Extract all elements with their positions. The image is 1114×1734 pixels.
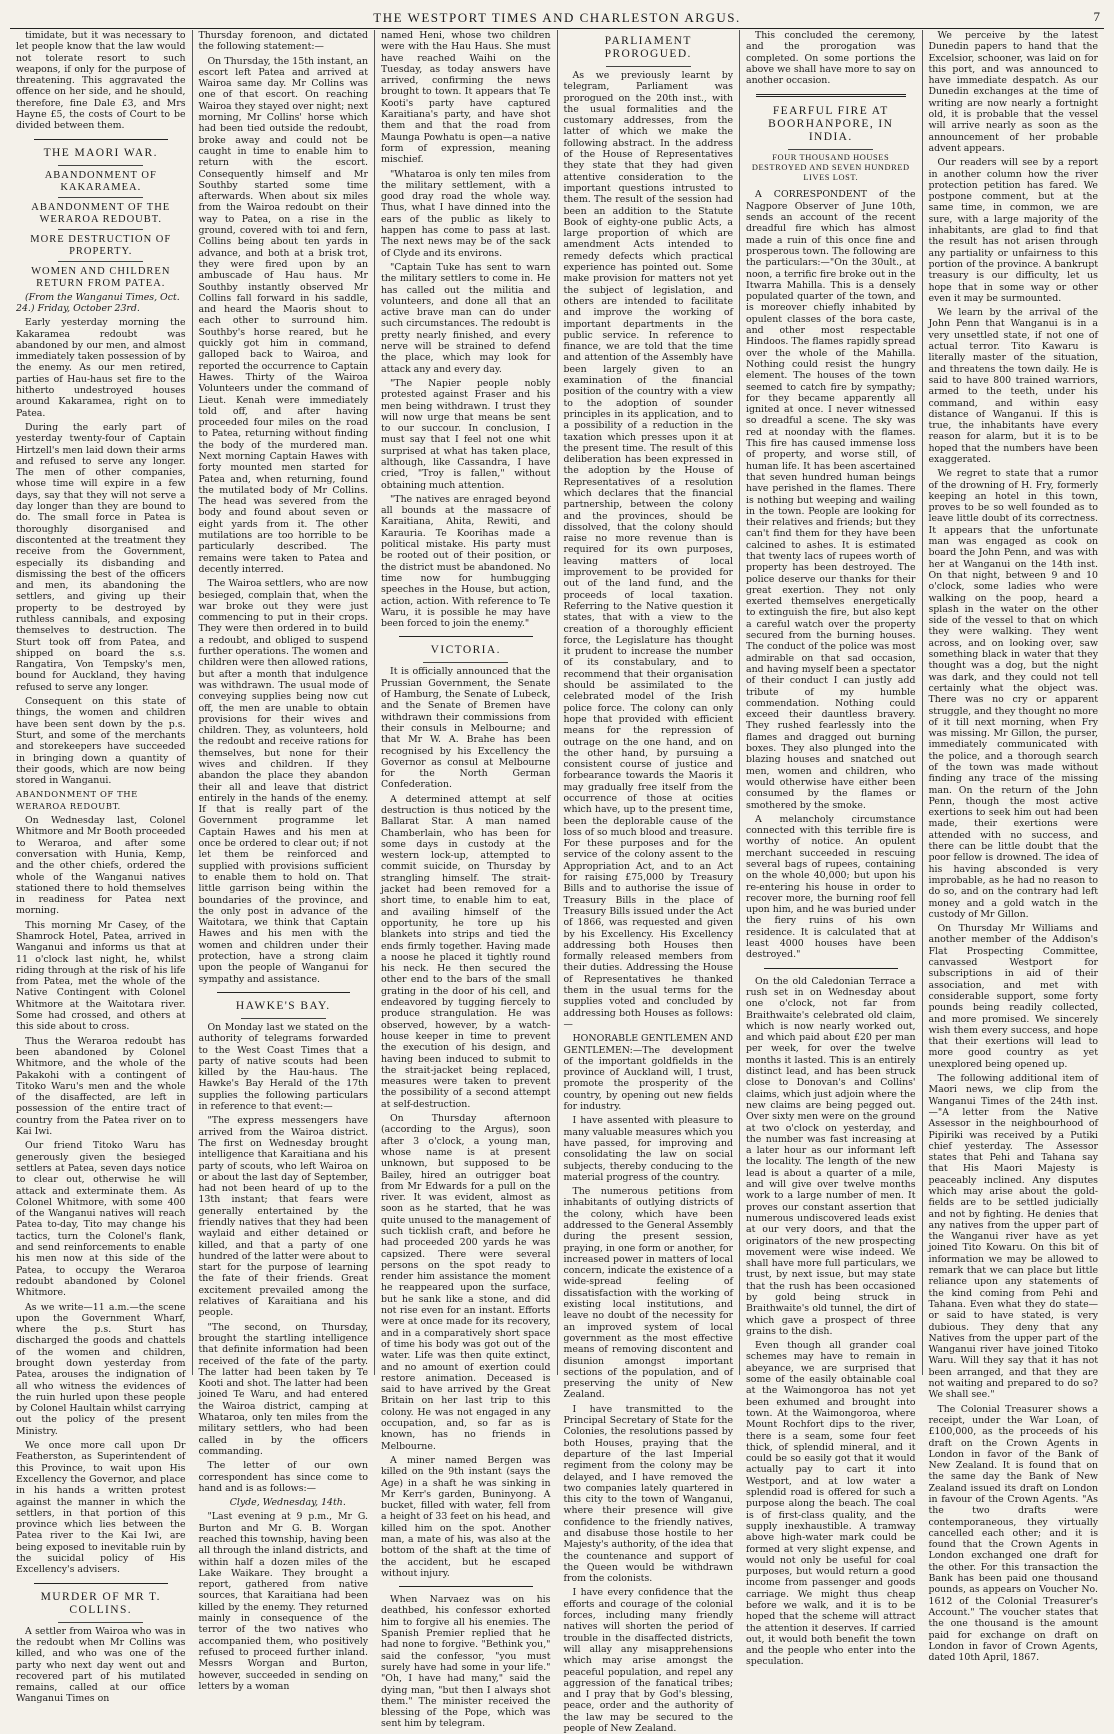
paragraph: On Thursday, the 15th instant, an escort left Patea and arrived at Wairoa same day. Mr Collins was one of that escort. On reaching Wairoa they stayed over night; next morning, Mr Collins' horse which had been tied outside the redoubt, broke away and could not be caught in time to enable him to return with the escort. Consequently himself and Mr Southby started some time afterwards. When about six miles from the Wairoa redoubt on their way to Patea, on a rise in the ground, covered with toi and fern, Collins being about ten yards in advance, and both at a brisk trot, they were fired upon by an ambuscade of Hau haus. Mr Southby instantly observed Mr Collins fall forward in his saddle, and heard the Maoris shout to each other to surround him. Southby's horse reared, but he quickly got him in command, galloped back to Wairoa, and reported the occurrence to Captain Hawes. Thirty of the Wairoa Volunteers under the command of Lieut. Kenah were immediately told off, and after having proceeded four miles on the road to Patea, returning without finding the body of the murdered man. Next morning Captain Hawes with forty mounted men started for Patea and, when returning, found the mutilated body of Mr Collins. The head was severed from the body and found about seven or eight yards from it. The other mutilations are too horrible to be particularly described. The remains were taken to Patea and decently interred.: [198, 55, 368, 575]
column-4: [558, 30, 741, 1734]
divider: [34, 1583, 168, 1584]
paragraph: During the early part of yesterday twenty-four of Captain Hirtzell's men laid down their arms and refused to serve any longer. The men of other companies, whose time will expire in a few days, say that they will not serve a day longer than they are bound to do. The small force in Patea is thoroughly disorganised and discontented at the treatment they receive from the Government, especially its disbanding and dismissing the best of the officers and men, its abandoning the settlers, and giving up their property to be destroyed by ruthless cannibals, and exposing themselves to destruction. The Sturt took off from Patea, and shipped on board the s.s. Rangatira, Von Tempsky's men, bound for Auckland, they having refused to serve any longer.: [16, 421, 186, 693]
paragraph: We once more call upon Dr Featherston, as Superintendent of this Province, to wait upon His Excellency the Governor, and place in his hands a written protest against the manner in which the settlers, in that portion of this province which lies between the Patea river to the Kai Iwi, are being exposed to inevitable ruin by the suicidal policy of His Excellency's advisers.: [16, 1440, 186, 1576]
paragraph: "The Napier people nobly protested against Fraser and his men being withdrawn. I trust they will now urge that means be sent to our succour. In conclusion, I must say that I feel not one whit surprised at what has taken place, although, like Cassandra, I have cried, "Troy is fallen," without obtaining much attention.: [381, 377, 551, 491]
column-5: [740, 30, 923, 1668]
paragraph: "Last evening at 9 p.m., Mr G. Burton and Mr G. B. Worgan reached this township, having been all through the inland districts, and within half a dozen miles of the Lake Waikare. They brought a report, gathered from native sources, that Karaitiana had been killed by the enemy. They returned mainly in consequence of the terror of the two natives who accompanied them, who positively refused to proceed further inland. Messrs Worgan and Burton, however, succeeded in sending on letters by a woman: [198, 1511, 368, 1692]
paragraph: "The second, on Thursday, brought the startling intelligence that definite information had been received of the fate of the party. The latter had been taken by Te Kooti and shot. The latter had been joined Te Waru, and had entered the Wairoa district, camping at Whataroa, only ten miles from the military settlers, who had been called in by the officers commanding.: [198, 1321, 368, 1457]
section-subheading: ABANDONMENT OF THE WERAROA REDOUBT.: [16, 789, 138, 811]
paragraph: A settler from Wairoa who was in the redoubt when Mr Collins was killed, and who was one of the party who next day went out and recovered part of his mutilated remains, called at our office Wanganui Times on: [16, 1625, 186, 1705]
paragraph: A melancholy circumstance connected with this terrible fire is worthy of notice. An opulent merchant succeeded in rescuing several bags of rupees, containing on the whole 40,000; but upon his re-entering his house in order to recover more, the burning roof fell upon him, and he was buried under the fiery ruins of his own residence. It is calculated that at least 4000 houses have been destroyed.": [746, 813, 916, 961]
paragraph: It is officially announced that the Prussian Government, the Senate of Hamburg, the Senate of Lubeck, and the Senate of Bremen have withdrawn their commissions from their consuls in Melbourne; and that Mr W. A. Brahe has been recognised by his Excellency the Governor as consul at Melbourne for the North German Confederation.: [381, 666, 551, 791]
columns: [10, 30, 1104, 1734]
heading-fire: FEARFUL FIRE AT BOORHANPORE, IN INDIA.: [768, 105, 894, 144]
paragraph: I have transmitted to the Principal Secretary of State for the Colonies, the resolutions passed by both Houses, praying that the departure of the last Imperial regiment from the colony may be delayed, and I have removed the two companies lately quartered in this city to the town of Wanganui, where their presence will give confidence to the friendly natives, and disabuse those hostile to her Majesty's authority, of the idea that the countenance and support of the Queen would be withdrawn from the colonists.: [563, 1403, 733, 1585]
paragraph: We learn by the arrival of the John Penn that Wanganui is in a very unsettled state, if not one of actual terror. Tito Kawaru is literally master of the situation, and threatens the town daily. He is said to have 800 trained warriors, armed to the teeth, under his command, and within easy distance of Wanganui. If this is true, the inhabitants have every reason for alarm, but it is to be hoped that the numbers have been exaggerated.: [928, 307, 1098, 465]
paragraph: The Colonial Treasurer shows a receipt, under the War Loan, of £100,000, as the proceeds of his draft on the Crown Agents in London in favor of the Bank of New Zealand. It is found that on the same day the Bank of New Zealand issued its draft on London in favour of the Crown Agents. "As the two drafts were contemporaneous, they virtually cancelled each other; and it is found that the Crown Agents in London exchanged one draft for the other. For this transaction the Bank has been paid one thousand pounds, as appears on Voucher No. 1612 of the Colonial Treasurer's Account." The voucher states that the one thousand is the amount paid for exchange on draft on London in favor of Crown Agents, dated 10th April, 1867.: [928, 1403, 1098, 1664]
paragraph: "Whataroa is only ten miles from the military settlement, with a good dray road the whole way. Thus, what I have dinned into the ears of the public as likely to happen has come to pass at last. The next news may be of the sack of Clyde and its environs.: [381, 168, 551, 259]
paragraph: As we previously learnt by telegram, Parliament was prorogued on the 20th inst., with the usual formalities and the customary addresses, from the latter of which we make the following abstract. In the address of the House of Representatives they state that they had given attentive consideration to the important questions intrusted to them. The result of the session had been an addition to the Statute Book of eighty-one public Acts, a large proportion of which are amendment Acts intended to remedy defects which practical experience has pointed out. Some make provision for matters not yet the subject of legislation, and others are intended to facilitate and improve the working of important departments in the public service. In reference to finance, we are told that the time and attention of the Assembly have been largely given to an examination of the financial position of the country with a view to the adoption of sounder principles in its application, and to a possibility of a reduction in the taxation which presses upon it at the present time. The result of this deliberation has been expressed in the adoption by the House of Representatives of a resolution which declares that the financial partnership, between the colony and the provinces, should be dissolved, that the colony should raise no more revenue than is required for its own purposes, leaving matters of local improvement to be provided for out of the land fund, and the proceeds of local taxation. Referring to the Native question it states, that with a view to the creation of a thoroughly efficient force, the Legislature has thought it prudent to increase the number of its constabulary, and to recommend that their organisation should be assimilated to the celebrated model of the Irish police force. The colony can only hope that provided with efficient means for the repression of outrage on the one hand, and on the other hand, by pursuing a consistent course of justice and forbearance towards the Maoris it may gradually free itself from the occurrence of those at ocities which have, up to the present time, been the deplorable cause of the loss of so much blood and treasure. For these purposes and for the service of the colony assent to the Appropriation Act, and to an Act for raising £75,000 by Treasury Bills and to authorise the issue of Treasury Bills in the place of Treasury Bills issued under the Act of 1866, was requested and given by his Excellency. His Excellency addressing both Houses then formally released members from their duties. Addressing the House of Representatives he thanked them in the usual terms for the supplies voted and concluded by addressing both Houses as follows:—: [563, 70, 733, 1030]
paragraph: "Captain Tuke has sent to warn the military settlers to come in. He has called out the militia and volunteers, and done all that an active brave man can do under such circumstances. The redoubt is pretty nearly finished, and every nerve will be strained to defend the place, which may look for attack any and every day.: [381, 261, 551, 375]
heading-maori-war: THE MAORI WAR.: [43, 146, 158, 159]
divider: [399, 1586, 533, 1587]
paragraph: We regret to state that a rumor of the drowning of H. Fry, formerly keeping an hotel in this town, proves to be so well founded as to leave little doubt of its correctness. It appears that the unfortunate man was engaged as cook on board the John Penn, and was with her at Wanganui on the 14th inst. On that night, between 9 and 10 o'clock, some ladies who were walking on the poop, heard a splash in the water on the other side of the vessel to that on which they were walking. They went across, and on looking over, saw something black in water that they thought was a dog, but the night was dark, and they could not tell certainly what the object was. There was no cry or apparent struggle, and they thought no more of it till next morning, when Fry was missing. Mr Gillon, the purser, immediately communicated with the police, and a thorough search of the town was made without finding any trace of the missing man. On the return of the John Penn, though the most active exertions to seek him out had been made, their exertions were attended with no success, and there can be little doubt that the poor fellow is drowned. The idea of his having absconded is very improbable, as he had no reason to do so, and on the contrary had left money and a gold watch in the custody of Mr Gillon.: [928, 468, 1098, 920]
subheading: ABANDONMENT OF THE WERAROA REDOUBT.: [31, 201, 171, 225]
divider: [788, 149, 873, 150]
paragraph: Our readers will see by a report in another column how the river protection petition has fared. We postpone comment, but at the same time, in common, we are sure, with a large majority of the inhabitants, are glad to find that the result has not arisen through any partiality or unfairness to this portion of the province. A bankrupt treasury is our difficulty, let us hope that in some way or other even it may be surmounted.: [928, 157, 1098, 304]
divider: [764, 968, 898, 969]
paragraph: The numerous petitions from inhabitants of outlying districts of the colony, which have been addressed to the General Assembly during the present session, praying, in one form or another, for increased power in matters of local concern, indicate the existence of a wide-spread feeling of dissatisfaction with the working of existing local institutions, and leave no doubt of the necessity for an improved system of local government as the most effective means of removing discontent and disunion amongst important sections of the population, and of preserving the unity of New Zealand.: [563, 1186, 733, 1401]
divider: [58, 261, 143, 262]
paragraph: "The express messengers have arrived from the Wairoa district. The first on Wednesday brought intelligence that Karaitiana and his party of scouts, who left Wairoa on or about the last day of September, had not been heard of up to the 13th instant; that fears were generally entertained by the friendly natives that they had been waylaid and either detained or killed, and that a party of one hundred of the latter were about to start for the purpose of learning the fate of their friends. Great excitement prevailed among the relatives of Karaitiana and his people.: [198, 1115, 368, 1319]
paragraph: I have assented with pleasure to many valuable measures which you have passed, for improving and consolidating the law on social subjects, thereby conducing to the material progress of the country.: [563, 1115, 733, 1183]
divider: [58, 197, 143, 198]
divider: [423, 662, 508, 663]
subheading: MORE DESTRUCTION OF PROPERTY.: [30, 233, 172, 257]
paragraph: When Narvaez was on his deathbed, his confessor exhorted him to forgive all his enemies. The Spanish Premier replied that he had none to forgive. "Bethink you," said the confessor, "you must surely have had some in your life." "Oh, I have had many," said the dying man, "but then I always shot them." The minister received the blessing of the Pope, which was sent him by telegram.: [381, 1594, 551, 1730]
paragraph: Even though all grander coal schemes may have to remain in abeyance, we are surprised that some of the easily obtainable coal at the Waimongoroa has not yet been exhumed and brought into town. At the Waimongoroa, where Mount Rochfort dips to the river, there is a seam, some four feet thick, of splendid mineral, and it could be so easily got that it would actually pay to cart it into Westport, and at low water a splendid road is offered for such a purpose along the beach. The coal is of first-class quality, and the supply inexhaustible. A tramway above high-water mark could be formed at very slight expense, and would not only be useful for coal purposes, but would return a good income from passenger and goods carriage. We might thus cheap before we walk, and it is to be hoped that the scheme will attract the attention it deserves. If carried out, it would both benefit the town and the people who enter into the speculation.: [746, 1340, 916, 1668]
divider: [34, 139, 168, 140]
paragraph: We perceive by the latest Dunedin papers to hand that the Excelsior, schooner, was laid on for this port, and was announced to have immediate despatch. As our Dunedin exchanges at the time of writing are now nearly a fortnight old, it is probable that the vessel will arrive nearly as soon as the announcement of her probable advent appears.: [928, 30, 1098, 154]
heading-murder: MURDER OF MR T. COLLINS.: [40, 1590, 161, 1616]
heading-parliament: PARLIAMENT PROROGUED.: [604, 35, 692, 60]
column-1: [10, 30, 193, 1705]
divider: [756, 94, 906, 97]
divider: [58, 229, 143, 230]
paragraph: Early yesterday morning the Kakaramea redoubt was abandoned by our men, and almost immediately taken possession of by the enemy. As our men retired, parties of Hau-haus set fire to the hitherto undestroyed houses around Kakaramea, right on to Patea.: [16, 317, 186, 419]
paragraph: This morning Mr Casey, of the Shamrock Hotel, Patea, arrived in Wanganui and informs us that at 11 o'clock last night, he, whilst riding through at the risk of his life from Patea, met the whole of the Native Contingent with Colonel Whitmore at the Waitotara river. Some had crossed, and others at this side about to cross.: [16, 919, 186, 1033]
divider: [606, 66, 691, 67]
paragraph: Thus the Weraroa redoubt has been abandoned by Colonel Whitmore, and the whole of the Pakakohi with a contingent of Titoko Waru's men and the whole of the disaffected, are left in possession of the entire tract of country from the Patea river on to Kai Iwi.: [16, 1035, 186, 1138]
heading-hawkes-bay: HAWKE'S BAY.: [235, 999, 331, 1012]
paragraph: Thursday forenoon, and dictated the following statement:—: [198, 30, 368, 53]
paragraph: A miner named Bergen was killed on the 9th instant (says the Age) in a shaft he was sinking in Mr Kerr's garden, Buninyong. A bucket, filled with water, fell from a height of 33 feet on his head, and killed him on the spot. Another man, a mate of his, was also at the bottom of the shaft at the time of the accident, but he escaped without injury.: [381, 1454, 551, 1579]
paragraph: The following additional item of Maori news, we clip from the Wanganui Times of the 24th inst.—"A letter from the Native Assessor in the neighbourhood of Pipiriki was received by a Putiki chief yesterday. The Assessor states that Pehi and Tahana say that His Maori Majesty is peaceably inclined. Any disputes which may arise about the gold-fields are to be settled judicially and not by fighting. He denies that any natives from the upper part of the Wanganui river have as yet joined Tito Kowaru. On this bit of information we may be allowed to remark that we can place but little reliance upon any statements of the kind coming from Pehi and Tahana. Even what they do state—or said to have stated, is very dubious. They deny that any Natives from the upper part of the Wanganui river have joined Titoko Waru. Will they say that it has not been arranged, and that they are not waiting and prepared to do so? We shall see.": [928, 1073, 1098, 1401]
paragraph: I have every confidence that the efforts and courage of the colonial forces, including many friendly natives will shorten the period of trouble in the disaffected districts, will allay any misapprehensions which may arise amongst the peaceful population, and repel any aggression of the fanatical tribes; and I pray that by God's blessing, peace, order and the authority of the law may be secured to the people of New Zealand.: [563, 1587, 733, 1734]
divider: [241, 1018, 326, 1019]
column-6: [923, 30, 1105, 1664]
page-number: 7: [1093, 9, 1100, 24]
paragraph: named Heni, whose two children were with the Hau Haus. She must have reached Waihi on the Tuesday, as today answers have arrived, confirming the news brought to town. It appears that Te Kooti's party have captured Karaitiana's party, and have shot them and that the road from Maunga Powhatu is open—a native form of expression, meaning mischief.: [381, 30, 551, 166]
subheading: WOMEN AND CHILDREN RETURN FROM PATEA.: [31, 265, 171, 289]
masthead: [10, 6, 1104, 29]
paragraph: The letter of our own correspondent has since come to hand and is as follows:—: [198, 1460, 368, 1494]
heading-victoria: VICTORIA.: [430, 644, 501, 657]
paragraph: On Monday last we stated on the authority of telegrams forwarded to the West Coast Times that a party of native scouts had been killed by the Hau-haus. The Hawke's Bay Herald of the 17th supplies the following particulars in reference to that event:—: [198, 1021, 368, 1113]
paragraph: A CORRESPONDENT of the Nagpore Observer of June 10th, sends an account of the recent dreadful fire which has almost made a ruin of this once fine and prosperous town. The following are the particulars:—"On the 30ult., at noon, a terrific fire broke out in the Itwarra Mahilla. This is a densely populated quarter of the town, and is moreover chiefly inhabited by opulent classes of the bora caste, and other most respectable Hindoos. The flames rapidly spread over the whole of the Mahilla. Nothing could resist the hungry element. The houses of the town seemed to catch fire by sympathy; for they became apparently all ignited at once. I never witnessed so dreadful a scene. The sky was red at noonday with the flames. This fire has caused immense loss of property, and worse still, of human life. It has been ascertained that seven hundred human beings have perished in the flames. There is nothing but weeping and wailing in the town. People are looking for their relatives and friends; but they can't find them for they have been calcined to ashes. It is estimated that twenty lacs of rupees worth of property has been destroyed. The police deserve our thanks for their great exertion. They not only exerted themselves energetically to extinguish the fire, but also kept a careful watch over the property secured from the burning houses. The conduct of the police was most admirable on that sad occasion, and having myself been a spectator of their conduct I can justly add tribute of my humble commendation. Nothing could exceed their dauntless bravery. They rushed fearlessly into the flames and dragged out burning boxes. They also plunged into the blazing houses and snatched out men, women and children, who would otherwise have either been consumed by the flames or smothered by the smoke.: [746, 189, 916, 811]
paragraph: This concluded the ceremony, and the prorogation was completed. On some portions the above we shall have more to say on another occasion.: [746, 30, 916, 87]
divider: [217, 992, 351, 993]
paragraph: A determined attempt at self destruction is thus noticed by the Ballarat Star. A man named Chamberlain, who has been for some days in custody at the western lock-up, attempted to commit suicide, on Thursday by strangling himself. The strait-jacket had been removed for a short time, to enable him to eat, and availing himself of the opportunity, he tore up his blankets into strips and tied the ends firmly together. Having made a noose he placed it tightly round his neck. He then secured the other end to the bars of the small grating in the door of his cell, and endeavored by tugging fiercely to produce strangulation. He was observed, however, by a watch-house keeper in time to prevent the execution of his design, and having been induced to submit to the strait-jacket being replaced, measures were taken to prevent the possibility of a second attempt at self-destruction.: [381, 793, 551, 1110]
dateline: (From the Wanganui Times, Oct. 24.) Friday, October 23rd.: [16, 291, 180, 314]
paragraph: Consequent on this state of things, the women and children have been sent down by the p.s. Sturt, and some of the merchants and storekeepers have succeeded in bringing down a quantity of their goods, which are now being stored in Wanganui.: [16, 696, 186, 787]
paragraph: As we write—11 a.m.—the scene upon the Government Wharf, where the p.s. Sturt has discharged the goods and chattels of the women and children, brought down yesterday from Patea, arouses the indignation of all who witness the evidences of the ruin hurled upon these people by Colonel Haultain whilst carrying out the policy of the present Ministry.: [16, 1301, 186, 1437]
column-3: [375, 30, 558, 1730]
paragraph: On the old Caledonian Terrace a rush set in on Wednesday about one o'clock, not far from Braithwaite's celebrated old claim, which is now nearly worked out, and which paid about £20 per man per week, for over the twelve months it lasted. This is an entirely distinct lead, and has been struck close to Donovan's and Collins' claims, which just adjoin where the new claims are being pegged out. Over sixty men were on the ground at two o'clock on yesterday, and the number was fast increasing at a later hour as our informant left the locality. The length of the new lead is about a quarter of a mile, and will give over twelve months work to a large number of men. It proves our constant assertion that numerous undiscovered leads exist at our very doors, and that the originators of the new prospecting movement were wise indeed. We shall have more full particulars, we trust, by next issue, but may state that the rush has been occasioned by gold being struck in Braithwaite's old tunnel, the dirt of which gave a prospect of three grains to the dish.: [746, 975, 916, 1337]
paragraph: On Wednesday last, Colonel Whitmore and Mr Booth proceeded to Weraroa, and after some conversation with Hunia, Kemp, and the other chiefs, ordered the whole of the Wanganui natives stationed there to hold themselves in readiness for Patea next morning.: [16, 815, 186, 917]
paragraph: HONORABLE GENTLEMEN AND GENTLEMEN:—The development of the important goldfields in the province of Auckland will, I trust, promote the prosperity of the country, by opening out new fields for industry.: [563, 1033, 733, 1113]
paragraph: On Thursday afternoon (according to the Argus), soon after 3 o'clock, a young man, whose name is at present unknown, but supposed to be Bailey, hired an outrigger boat from Mr Edwards for a pull on the river. It was evident, almost as soon as he started, that he was quite unused to the management of such ticklish craft, and before he had proceeded 200 yards he was capsized. There were several persons on the spot ready to render him assistance the moment he reappeared upon the surface, but he sank like a stone, and did not rise even for an instant. Efforts were at once made for its recovery, and in a comparatively short space of time his body was got out of the water. Life was then quite extinct, and no amount of exertion could restore animation. Deceased is said to have arrived by the Great Britain on her last trip to this colony. He was not engaged in any occupation, and, so far as is known, has no friends in Melbourne.: [381, 1113, 551, 1452]
divider: [399, 636, 533, 637]
divider: [58, 165, 143, 166]
paragraph: Our friend Titoko Waru has generously given the besieged settlers at Patea, seven days notice to clear out, otherwise he will attack and exterminate them. As Colonel Whitmore, with some 400 of the Wanganui natives will reach Patea to-day, Tito may change his tactics, turn the Colonel's flank, and send reinforcements to enable his men now at this side of the Patea, to occupy the Weraroa redoubt abandoned by Colonel Whitmore.: [16, 1140, 186, 1299]
subheading: FOUR THOUSAND HOUSES DESTROYED AND SEVEN HUNDRED LIVES LOST.: [751, 153, 910, 183]
masthead-title: THE WESTPORT TIMES AND CHARLESTON ARGUS.: [373, 10, 741, 25]
paragraph: On Thursday Mr Williams and another member of the Addison's Flat Prospecting Committee, canvassed Westport for subscriptions in aid of their association, and met with considerable support, some forty pounds being readily collected, and more promised. We sincerely wish them every success, and hope that their exertions will lead to more good country as yet unexplored being opened up.: [928, 923, 1098, 1070]
subheading: ABANDONMENT OF KAKARAMEA.: [44, 169, 157, 193]
paragraph: The Wairoa settlers, who are now besieged, complain that, when the war broke out they were just commencing to put in their crops. They were then ordered in to build a redoubt, and obliged to suspend further operations. The women and children were then allowed rations, but after a month that indulgence was withdrawn. The usual mode of conveying supplies being now cut off, the men are unable to obtain provisions for their wives and children. They, as volunteers, hold the redoubt and receive rations for themselves, but none for their wives and children. If they abandon the place they abandon their all and leave that district entirely in the hands of the enemy. If that is really part of the Government programme let Captain Hawes and his men at once be ordered to clear out; if not let them be reinforced and supplied with provisions sufficient to enable them to hold on. That little garrison being within the boundaries of the province, and the only post in advance of the Waitotara, we think that Captain Hawes and his men with the women and children under their protection, have a strong claim upon the people of Wanganui for sympathy and assistance.: [198, 578, 368, 985]
divider: [58, 1622, 143, 1623]
paragraph: timidate, but it was necessary to let people know that the law would not tolerate resort to such weapons, if only for the purpose of threatening. This aggravated the offence on her side, and he should, therefore, fine Dale £3, and Mrs Hayne £5, the costs of Court to be divided between them.: [16, 30, 186, 132]
column-2: [193, 30, 376, 1692]
paragraph: "The natives are enraged beyond all bounds at the massacre of Karaitiana, Ahita, Rewiti, and Karauria. Te Koorihas made a political mistake. His party must be rooted out of their position, or the district must be abandoned. No time now for humbugging speeches in the House, but action, action, action. With reference to Te Waru, it is possible he may have been forced to join the enemy.": [381, 493, 551, 630]
dateline: Clyde, Wednesday, 14th.: [229, 1497, 346, 1509]
